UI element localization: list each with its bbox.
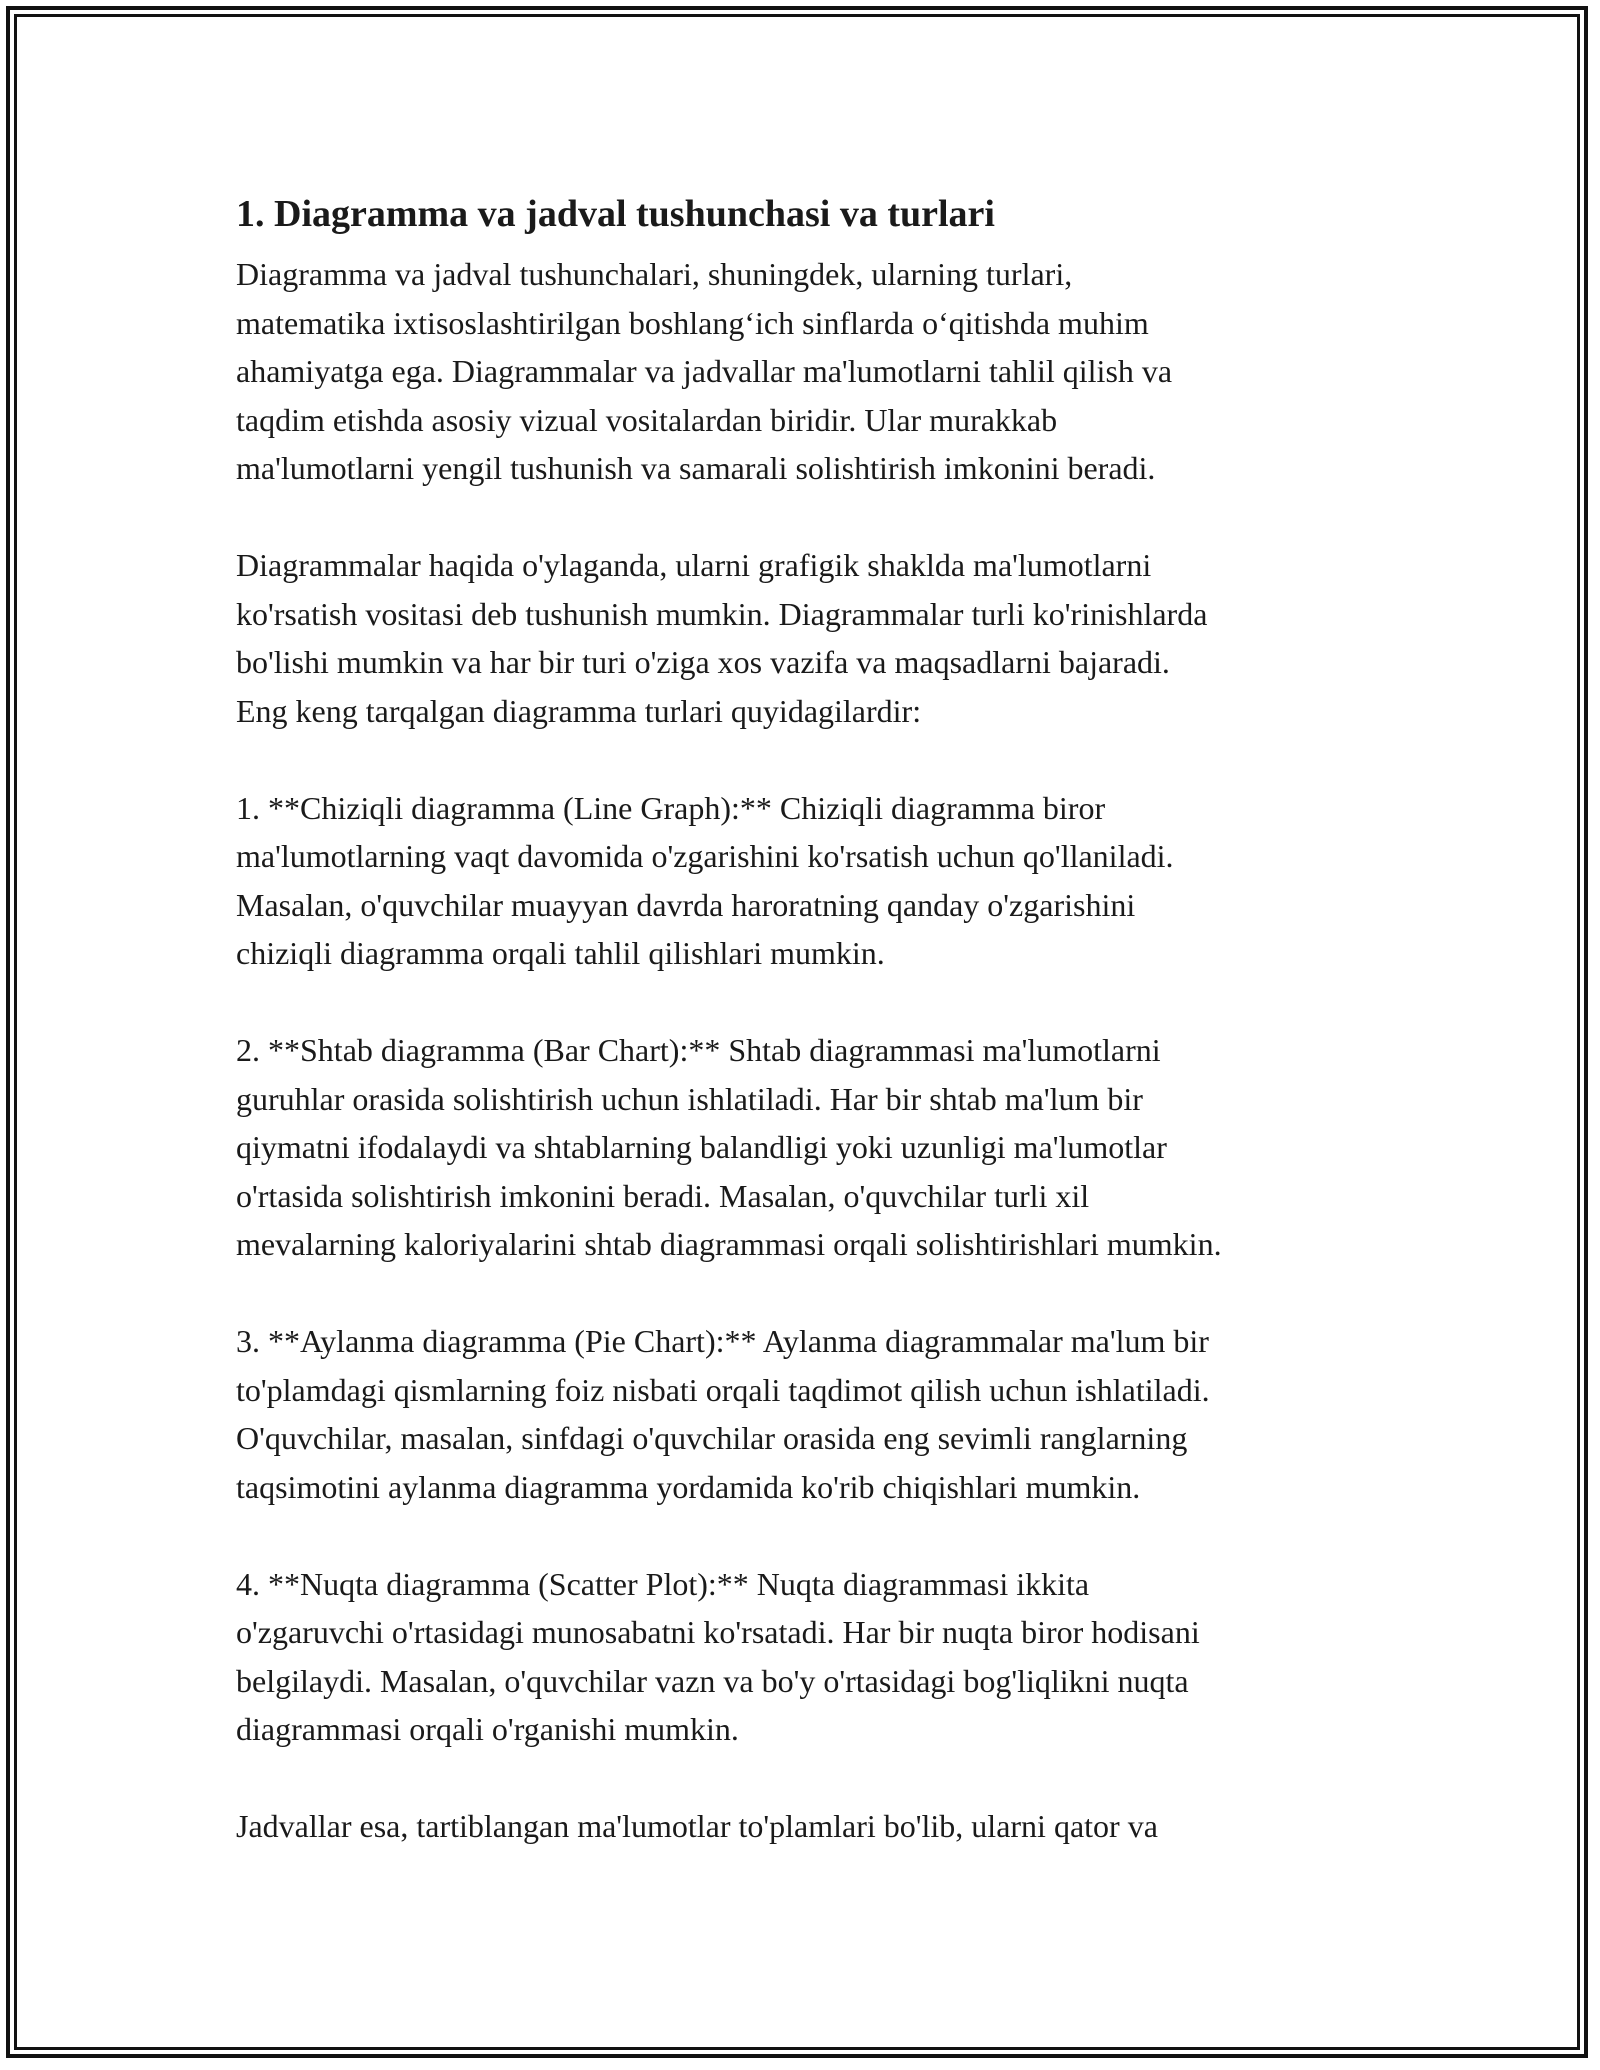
text-line: 4. **Nuqta diagramma (Scatter Plot):** Nuqta diagrammasi ikkita bbox=[236, 1565, 1090, 1602]
text-line: bo'lishi mumkin va har bir turi o'ziga xos vazifa va maqsadlarni bajaradi. bbox=[236, 644, 1170, 680]
text-line: ma'lumotlarni yengil tushunish va samarali solishtirish imkonini beradi. bbox=[236, 450, 1156, 486]
text-line: chiziqli diagramma orqali tahlil qilishlari mumkin. bbox=[236, 935, 885, 971]
section-heading: 1. Diagramma va jadval tushunchasi va turlari bbox=[236, 193, 995, 235]
text-line: to'plamdagi qismlarning foiz nisbati orqali taqdimot qilish uchun ishlatiladi. bbox=[236, 1371, 1210, 1408]
paragraph-gap bbox=[236, 735, 1386, 784]
text-line: mevalarning kaloriyalarini shtab diagrammasi orqali solishtirishlari mumkin. bbox=[236, 1226, 1222, 1262]
paragraph bbox=[236, 1317, 1386, 1511]
text-line: ma'lumotlarning vaqt davomida o'zgarishini ko'rsatish uchun qo'llaniladi. bbox=[236, 838, 1174, 874]
text-line: Eng keng tarqalgan diagramma turlari quyidagilardir: bbox=[236, 692, 922, 729]
text-line: o'zgaruvchi o'rtasidagi munosabatni ko'rsatadi. Har bir nuqta biror hodisani bbox=[236, 1614, 1200, 1650]
text-line: 1. **Chiziqli diagramma (Line Graph):** Chiziqli diagramma biror bbox=[236, 789, 1106, 826]
text-line: 2. **Shtab diagramma (Bar Chart):** Shtab diagrammasi ma'lumotlarni bbox=[236, 1032, 1161, 1068]
text-line: belgilaydi. Masalan, o'quvchilar vazn va bo'y o'rtasidagi bog'liqlikni nuqta bbox=[236, 1662, 1189, 1699]
paragraph bbox=[236, 250, 1386, 493]
paragraph-gap bbox=[236, 1511, 1386, 1560]
text-line: ahamiyatga ega. Diagrammalar va jadvallar ma'lumotlarni tahlil qilish va bbox=[236, 353, 1173, 389]
paragraph-gap bbox=[236, 978, 1386, 1027]
text-line: o'rtasida solishtirish imkonini beradi. Masalan, o'quvchilar turli xil bbox=[236, 1177, 1090, 1214]
text-line: guruhlar orasida solishtirish uchun ishlatiladi. Har bir shtab ma'lum bir bbox=[236, 1080, 1143, 1117]
text-line: Jadvallar esa, tartiblangan ma'lumotlar to'plamlari bo'lib, ularni qator va bbox=[236, 1808, 1158, 1844]
text-line: diagrammasi orqali o'rganishi mumkin. bbox=[236, 1711, 739, 1747]
paragraph-list bbox=[236, 250, 1386, 1851]
text-line: taqsimotini aylanma diagramma yordamida ko'rib chiqishlari mumkin. bbox=[236, 1468, 1141, 1505]
text-line: ko'rsatish vositasi deb tushunish mumkin. Diagrammalar turli ko'rinishlarda bbox=[236, 595, 1208, 632]
text-line: Diagramma va jadval tushunchalari, shuningdek, ularning turlari, bbox=[236, 256, 1073, 292]
paragraph-gap bbox=[236, 493, 1386, 542]
text-line: Diagrammalar haqida o'ylaganda, ularni grafigik shaklda ma'lumotlarni bbox=[236, 547, 1152, 583]
text-line: qiymatni ifodalaydi va shtablarning balandligi yoki uzunligi ma'lumotlar bbox=[236, 1129, 1167, 1165]
text-line: matematika ixtisoslashtirilgan boshlang‘ich sinflarda o‘qitishda muhim bbox=[236, 304, 1149, 341]
paragraph bbox=[236, 784, 1386, 978]
text-line: Masalan, o'quvchilar muayyan davrda haroratning qanday o'zgarishini bbox=[236, 886, 1136, 923]
text-line: taqdim etishda asosiy vizual vositalardan biridir. Ular murakkab bbox=[236, 401, 1058, 438]
paragraph bbox=[236, 1802, 1386, 1851]
paragraph bbox=[236, 541, 1386, 735]
paragraph-gap bbox=[236, 1754, 1386, 1803]
document-body bbox=[236, 186, 1386, 1851]
paragraph-gap bbox=[236, 1269, 1386, 1318]
paragraph bbox=[236, 1026, 1386, 1269]
text-line: 3. **Aylanma diagramma (Pie Chart):** Aylanma diagrammalar ma'lum bir bbox=[236, 1323, 1209, 1359]
text-line: O'quvchilar, masalan, sinfdagi o'quvchilar orasida eng sevimli ranglarning bbox=[236, 1420, 1188, 1456]
paragraph bbox=[236, 1560, 1386, 1754]
